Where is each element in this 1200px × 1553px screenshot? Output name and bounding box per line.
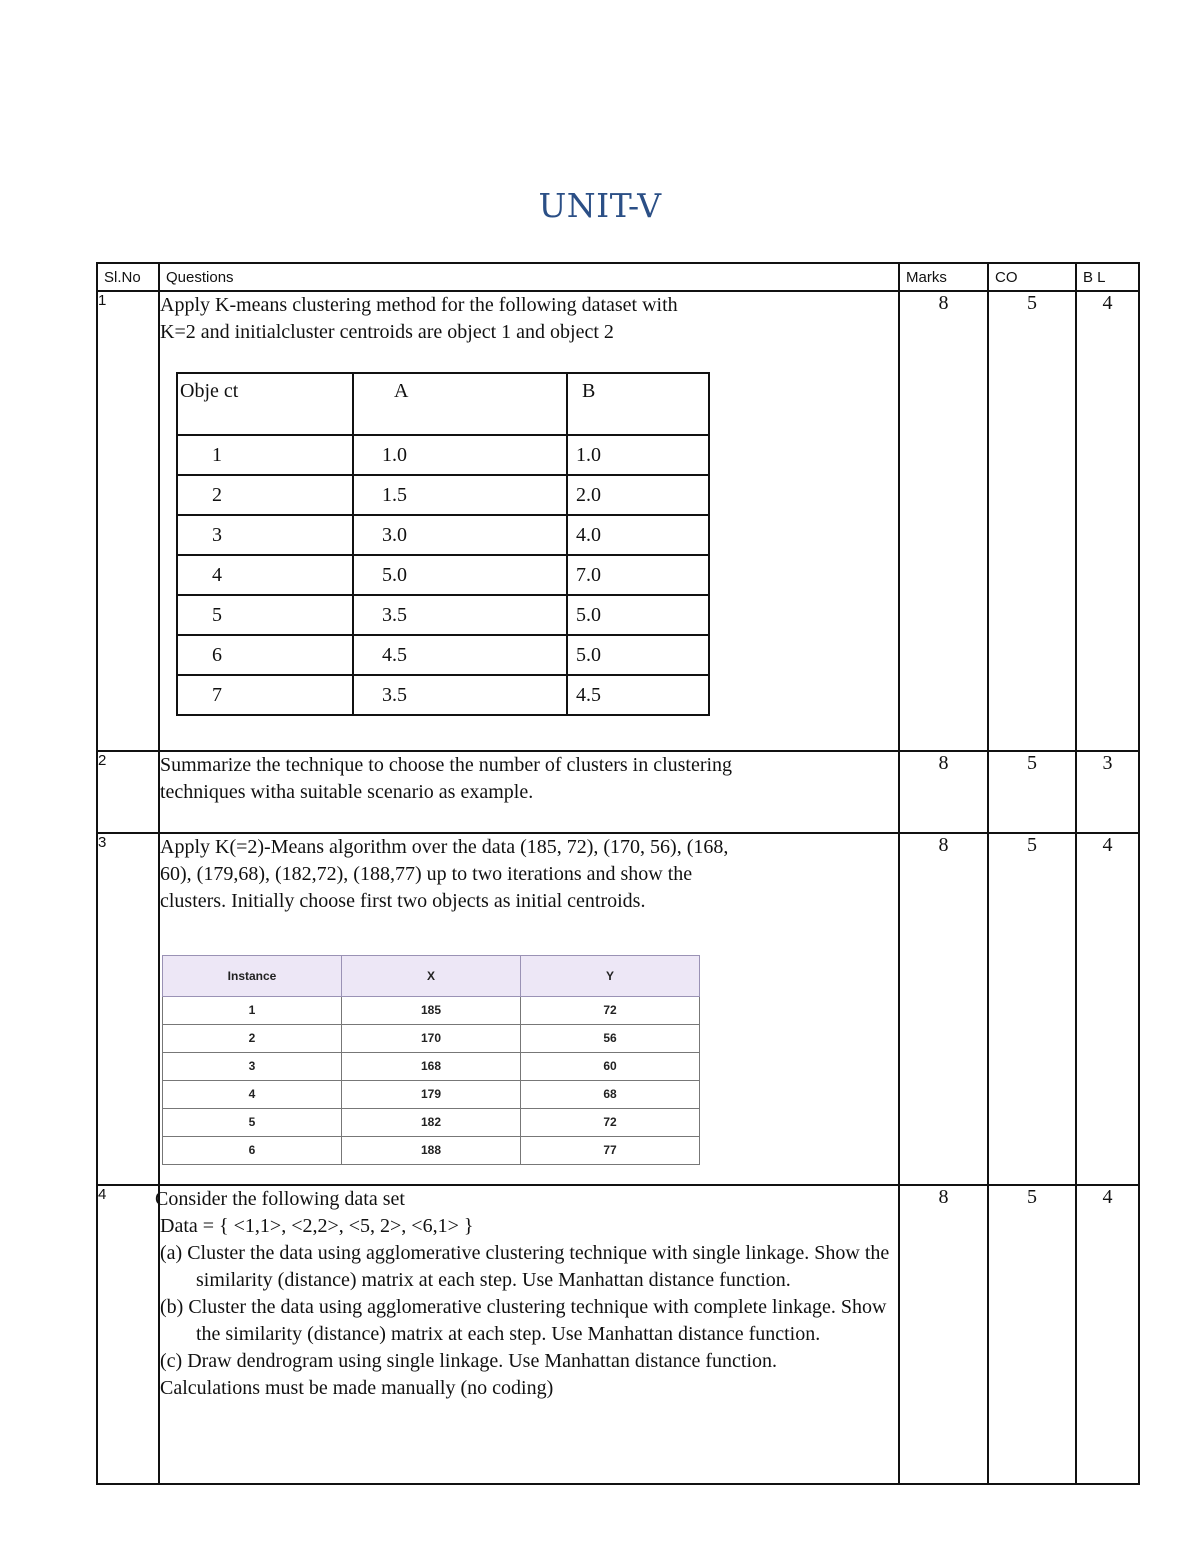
table-row bbox=[163, 1137, 700, 1165]
co-value: 5 bbox=[988, 833, 1076, 1185]
table-row bbox=[177, 475, 709, 515]
question-row-1 bbox=[97, 291, 1139, 751]
table-row bbox=[163, 1109, 700, 1137]
instance-header-x: X bbox=[342, 956, 521, 997]
header-marks: Marks bbox=[899, 263, 988, 291]
instance-id: 3 bbox=[163, 1053, 342, 1081]
instance-id: 2 bbox=[163, 1025, 342, 1053]
question-line: Consider the following data set bbox=[155, 1188, 405, 1210]
object-b: 1.0 bbox=[567, 435, 709, 475]
question-line: techniques witha suitable scenario as example. bbox=[160, 781, 534, 803]
marks-value: 8 bbox=[899, 291, 988, 751]
header-row bbox=[97, 263, 1139, 291]
instance-x: 170 bbox=[342, 1025, 521, 1053]
instance-y: 60 bbox=[521, 1053, 700, 1081]
object-id: 2 bbox=[177, 475, 353, 515]
instance-id: 1 bbox=[163, 997, 342, 1025]
question-line: (b) Cluster the data using agglomerative clustering technique with complete linkage. Show the similarity (distance) matrix at each step. Use Manhattan distance function. bbox=[160, 1296, 887, 1345]
object-b: 7.0 bbox=[567, 555, 709, 595]
instance-x: 179 bbox=[342, 1081, 521, 1109]
object-b: 4.0 bbox=[567, 515, 709, 555]
page-title: UNIT-V bbox=[538, 186, 662, 225]
question-text bbox=[159, 291, 899, 751]
question-number: 1 bbox=[97, 291, 159, 751]
co-value: 5 bbox=[988, 291, 1076, 751]
table-row bbox=[163, 997, 700, 1025]
object-a: 1.0 bbox=[353, 435, 567, 475]
object-b: 5.0 bbox=[567, 595, 709, 635]
marks-value: 8 bbox=[899, 833, 988, 1185]
question-line: Apply K-means clustering method for the following dataset with bbox=[160, 294, 678, 316]
object-a: 3.5 bbox=[353, 595, 567, 635]
header-bl: B L bbox=[1076, 263, 1139, 291]
table-row bbox=[163, 1025, 700, 1053]
instance-y: 72 bbox=[521, 997, 700, 1025]
header-co: CO bbox=[988, 263, 1076, 291]
object-table bbox=[176, 372, 710, 716]
question-line: (a) Cluster the data using agglomerative clustering technique with single linkage. Show the similarity (distance) matrix at each step. Use Manhattan distance function. bbox=[160, 1242, 890, 1291]
table-row bbox=[177, 675, 709, 715]
instance-header-instance: Instance bbox=[163, 956, 342, 997]
object-a: 4.5 bbox=[353, 635, 567, 675]
instance-table bbox=[162, 955, 700, 1165]
question-table bbox=[96, 262, 1140, 1485]
instance-y: 77 bbox=[521, 1137, 700, 1165]
table-row bbox=[163, 1081, 700, 1109]
object-a: 1.5 bbox=[353, 475, 567, 515]
object-id: 3 bbox=[177, 515, 353, 555]
object-header-b: B bbox=[567, 373, 709, 435]
instance-y: 72 bbox=[521, 1109, 700, 1137]
instance-id: 5 bbox=[163, 1109, 342, 1137]
table-row bbox=[177, 635, 709, 675]
instance-y: 68 bbox=[521, 1081, 700, 1109]
co-value: 5 bbox=[988, 1185, 1076, 1484]
instance-header-y: Y bbox=[521, 956, 700, 997]
question-line: Data = { <1,1>, <2,2>, <5, 2>, <6,1> } bbox=[160, 1215, 474, 1237]
question-text bbox=[155, 1185, 899, 1484]
instance-table-header bbox=[163, 956, 700, 997]
question-text bbox=[159, 751, 899, 833]
instance-id: 4 bbox=[163, 1081, 342, 1109]
table-row bbox=[177, 515, 709, 555]
object-a: 3.0 bbox=[353, 515, 567, 555]
bl-value: 4 bbox=[1076, 1185, 1139, 1484]
object-b: 5.0 bbox=[567, 635, 709, 675]
question-number: 4 bbox=[97, 1185, 159, 1484]
question-line: K=2 and initialcluster centroids are object 1 and object 2 bbox=[160, 321, 614, 343]
question-text bbox=[159, 833, 899, 1185]
object-a: 5.0 bbox=[353, 555, 567, 595]
instance-x: 168 bbox=[342, 1053, 521, 1081]
instance-x: 185 bbox=[342, 997, 521, 1025]
question-row-4 bbox=[97, 1185, 1139, 1484]
instance-id: 6 bbox=[163, 1137, 342, 1165]
question-number: 3 bbox=[97, 833, 159, 1185]
object-id: 4 bbox=[177, 555, 353, 595]
header-questions: Questions bbox=[159, 263, 899, 291]
question-row-2 bbox=[97, 751, 1139, 833]
instance-y: 56 bbox=[521, 1025, 700, 1053]
question-line: Apply K(=2)-Means algorithm over the data (185, 72), (170, 56), (168, bbox=[160, 836, 729, 858]
object-header-object: Obje ct bbox=[177, 373, 353, 435]
table-row bbox=[177, 435, 709, 475]
question-line: Calculations must be made manually (no coding) bbox=[160, 1377, 554, 1399]
bl-value: 3 bbox=[1076, 751, 1139, 833]
object-table-header bbox=[177, 373, 709, 435]
object-header-a: A bbox=[353, 373, 567, 435]
bl-value: 4 bbox=[1076, 291, 1139, 751]
question-line: 60), (179,68), (182,72), (188,77) up to two iterations and show the bbox=[160, 863, 693, 885]
question-row-3 bbox=[97, 833, 1139, 1185]
object-id: 1 bbox=[177, 435, 353, 475]
object-b: 4.5 bbox=[567, 675, 709, 715]
instance-x: 182 bbox=[342, 1109, 521, 1137]
table-row bbox=[163, 1053, 700, 1081]
table-row bbox=[177, 555, 709, 595]
object-id: 5 bbox=[177, 595, 353, 635]
bl-value: 4 bbox=[1076, 833, 1139, 1185]
co-value: 5 bbox=[988, 751, 1076, 833]
object-a: 3.5 bbox=[353, 675, 567, 715]
question-line: Summarize the technique to choose the number of clusters in clustering bbox=[160, 754, 733, 776]
object-id: 7 bbox=[177, 675, 353, 715]
header-slno: Sl.No bbox=[97, 263, 159, 291]
object-b: 2.0 bbox=[567, 475, 709, 515]
marks-value: 8 bbox=[899, 751, 988, 833]
question-line: (c) Draw dendrogram using single linkage. Use Manhattan distance function. bbox=[160, 1350, 778, 1372]
question-line: clusters. Initially choose first two objects as initial centroids. bbox=[160, 890, 646, 912]
object-id: 6 bbox=[177, 635, 353, 675]
instance-x: 188 bbox=[342, 1137, 521, 1165]
marks-value: 8 bbox=[899, 1185, 988, 1484]
question-number: 2 bbox=[97, 751, 159, 833]
table-row bbox=[177, 595, 709, 635]
